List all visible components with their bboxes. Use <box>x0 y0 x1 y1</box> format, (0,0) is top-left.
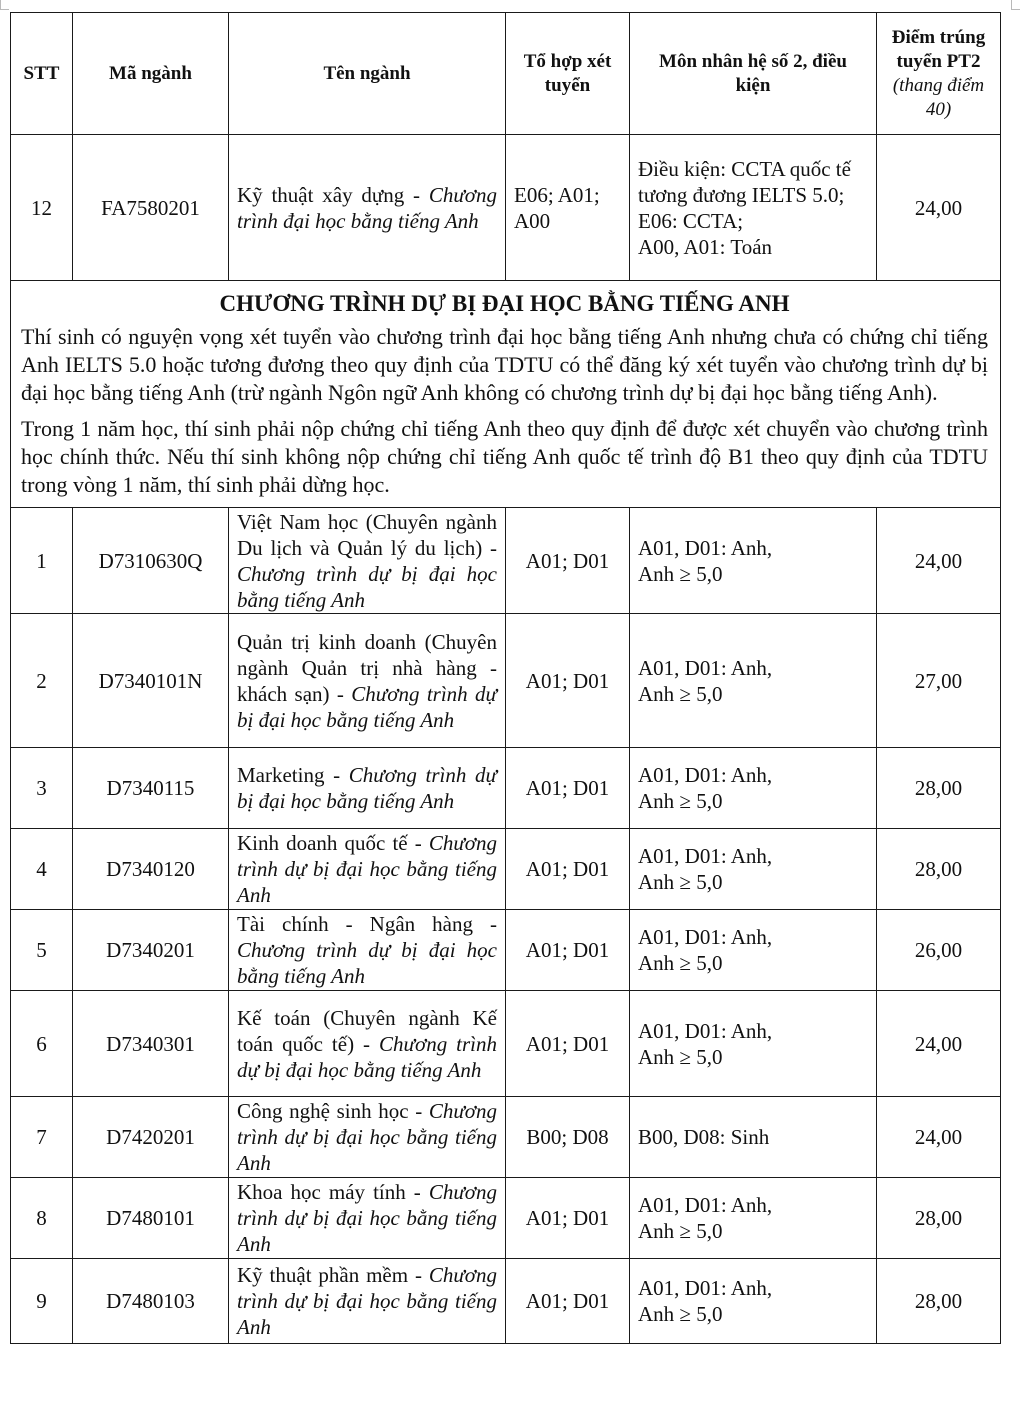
row-condition-line: A01, D01: Anh, <box>638 1276 773 1300</box>
row-name-program: Chương trình dự bị đại học bằng tiếng Anh <box>237 1099 497 1175</box>
row-condition <box>630 508 877 614</box>
row-stt: 7 <box>11 1097 73 1178</box>
row-score: 28,00 <box>877 1259 1001 1344</box>
row-name-program: Chương trình dự bị đại học bằng tiếng Anh <box>237 1180 498 1256</box>
row-name <box>229 1259 506 1344</box>
table-row <box>11 910 1001 991</box>
row-name-text: Kế toán (Chuyên ngành Kế toán quốc tế) - <box>237 1005 497 1056</box>
row-name-program: Chương trình dự bị đại học bằng tiếng Anh <box>237 763 497 813</box>
admission-table <box>10 12 1001 1344</box>
header-combo: Tổ hợp xét tuyển <box>506 13 630 135</box>
row-condition-line: Anh ≥ 5,0 <box>638 870 723 894</box>
row-name-text: Marketing - <box>237 763 341 787</box>
row-condition-line: Anh ≥ 5,0 <box>638 681 723 706</box>
row-name <box>229 614 506 748</box>
row-stt: 3 <box>11 748 73 829</box>
header-score-scale: (thang điểm 40) <box>892 74 985 120</box>
row-combo: A01; D01 <box>506 910 630 991</box>
row-name-text: Việt Nam học (Chuyên ngành Du lịch và Quản lý du lịch) - <box>237 509 497 560</box>
row-name <box>229 991 506 1097</box>
header-stt: STT <box>11 13 73 135</box>
row-name-program: Chương trình dự bị đại học bằng tiếng Anh <box>237 938 497 988</box>
row-condition-line: E06: CCTA; <box>638 208 744 233</box>
row-code: D7420201 <box>73 1097 229 1178</box>
row-score: 27,00 <box>877 614 1001 748</box>
header-code: Mã ngành <box>73 13 229 135</box>
row-name-text: Kinh doanh quốc tế - <box>237 831 422 855</box>
row-combo: B00; D08 <box>506 1097 630 1178</box>
row-stt: 8 <box>11 1178 73 1259</box>
row-condition-line: A01, D01: Anh, <box>638 925 773 949</box>
row-score: 24,00 <box>877 1097 1001 1178</box>
row-code: D7310630Q <box>73 508 229 614</box>
row-condition-line: B00, D08: Sinh <box>638 1125 770 1149</box>
corner-mark-right-h <box>1011 9 1020 10</box>
row-condition-line: A00, A01: Toán <box>638 234 773 259</box>
row-condition-line: Anh ≥ 5,0 <box>638 789 723 813</box>
row-condition-line: A01, D01: Anh, <box>638 655 773 680</box>
row-stt: 2 <box>11 614 73 748</box>
corner-mark-left-h <box>0 9 9 10</box>
row-condition-line: A01, D01: Anh, <box>638 535 773 560</box>
row-condition <box>630 991 877 1097</box>
row-score: 28,00 <box>877 748 1001 829</box>
row-name <box>229 1178 506 1259</box>
table-row <box>11 1259 1001 1344</box>
row-name <box>229 910 506 991</box>
row-condition-line: A01, D01: Anh, <box>638 844 773 868</box>
row-condition-line: A01, D01: Anh, <box>638 763 773 787</box>
row-combo: A01; D01 <box>506 829 630 910</box>
row-name-program: Chương trình dự bị đại học bằng tiếng Anh <box>237 681 498 732</box>
row-code: D7480101 <box>73 1178 229 1259</box>
section-title: CHƯƠNG TRÌNH DỰ BỊ ĐẠI HỌC BẰNG TIẾNG ANH <box>219 291 790 316</box>
row-condition <box>630 910 877 991</box>
row-condition-line: Điều kiện: CCTA quốc tế tương đương IELTS 5.0; <box>638 156 851 207</box>
row-condition <box>630 135 877 281</box>
row-condition <box>630 1097 877 1178</box>
row-code: D7340301 <box>73 991 229 1097</box>
header-score-label: Điểm trúng tuyển PT2 <box>891 26 986 72</box>
section-row <box>11 281 1001 508</box>
row-condition <box>630 614 877 748</box>
row-name-text: Kỹ thuật xây dựng - <box>237 182 421 207</box>
row-score: 28,00 <box>877 829 1001 910</box>
row-condition-line: Anh ≥ 5,0 <box>638 951 723 975</box>
row-name-program: Chương trình dự bị đại học bằng tiếng Anh <box>237 1031 498 1082</box>
row-combo: A01; D01 <box>506 991 630 1097</box>
row-code: D7340115 <box>73 748 229 829</box>
row-name-text: Công nghệ sinh học - <box>237 1099 423 1123</box>
row-name-text: Khoa học máy tính - <box>237 1180 421 1204</box>
row-combo: A01; D01 <box>506 614 630 748</box>
table-row <box>11 991 1001 1097</box>
row-combo: A01; D01 <box>506 508 630 614</box>
row-condition-line: Anh ≥ 5,0 <box>638 561 723 586</box>
row-name <box>229 508 506 614</box>
row-stt: 5 <box>11 910 73 991</box>
header-condition: Môn nhân hệ số 2, điều kiện <box>630 13 877 135</box>
section-paragraph: Trong 1 năm học, thí sinh phải nộp chứng chỉ tiếng Anh theo quy định để được xét chuyển vào chương trình học chính thức. Nếu thí sinh không nộp chứng chỉ tiếng Anh quốc tế trình độ B1 theo quy định của TDTU trong vòng 1 năm, thí sinh phải dừng học. <box>21 416 988 497</box>
section-cell <box>11 281 1001 508</box>
row-name-text: Quản trị kinh doanh (Chuyên ngành Quản trị nhà hàng - khách sạn) - <box>237 629 497 706</box>
row-stt: 12 <box>11 135 73 281</box>
row-name-program: Chương trình dự bị đại học bằng tiếng Anh <box>237 831 497 907</box>
table-row <box>11 829 1001 910</box>
row-name <box>229 829 506 910</box>
row-condition-line: Anh ≥ 5,0 <box>638 1219 723 1243</box>
row-score: 24,00 <box>877 508 1001 614</box>
row-condition-line: Anh ≥ 5,0 <box>638 1302 723 1326</box>
row-combo: A01; D01 <box>506 1178 630 1259</box>
row-condition-line: Anh ≥ 5,0 <box>638 1044 723 1069</box>
row-score: 24,00 <box>877 991 1001 1097</box>
row-condition <box>630 1178 877 1259</box>
row-condition <box>630 1259 877 1344</box>
table-row <box>11 508 1001 614</box>
table-row <box>11 135 1001 281</box>
row-code: D7340101N <box>73 614 229 748</box>
row-name <box>229 135 506 281</box>
row-score: 24,00 <box>877 135 1001 281</box>
row-combo: E06; A01; A00 <box>506 135 630 281</box>
row-score: 28,00 <box>877 1178 1001 1259</box>
table-row <box>11 748 1001 829</box>
row-code: FA7580201 <box>73 135 229 281</box>
row-stt: 4 <box>11 829 73 910</box>
row-name-program: Chương trình đại học bằng tiếng Anh <box>237 182 497 233</box>
row-stt: 1 <box>11 508 73 614</box>
header-row <box>11 13 1001 135</box>
row-condition <box>630 748 877 829</box>
row-combo: A01; D01 <box>506 748 630 829</box>
row-code: D7480103 <box>73 1259 229 1344</box>
row-name-text: Kỹ thuật phần mềm - <box>237 1263 422 1287</box>
row-stt: 6 <box>11 991 73 1097</box>
table-row <box>11 1097 1001 1178</box>
row-score: 26,00 <box>877 910 1001 991</box>
row-code: D7340201 <box>73 910 229 991</box>
row-name-program: Chương trình dự bị đại học bằng tiếng Anh <box>237 1263 497 1339</box>
row-name-program: Chương trình dự bị đại học bằng tiếng Anh <box>237 561 497 612</box>
row-condition <box>630 829 877 910</box>
table-row <box>11 614 1001 748</box>
row-code: D7340120 <box>73 829 229 910</box>
table-row <box>11 1178 1001 1259</box>
row-condition-line: A01, D01: Anh, <box>638 1018 773 1043</box>
row-name-text: Tài chính - Ngân hàng - <box>237 912 497 936</box>
header-name: Tên ngành <box>229 13 506 135</box>
row-name <box>229 1097 506 1178</box>
row-stt: 9 <box>11 1259 73 1344</box>
row-condition-line: A01, D01: Anh, <box>638 1193 773 1217</box>
section-paragraph: Thí sinh có nguyện vọng xét tuyển vào chương trình đại học bằng tiếng Anh nhưng chưa có chứng chỉ tiếng Anh IELTS 5.0 hoặc tương đương theo quy định của TDTU có thể đăng ký xét tuyển vào chương trình dự bị đại học bằng tiếng Anh (trừ ngành Ngôn ngữ Anh không có chương trình dự bị đại học bằng tiếng Anh). <box>21 324 988 405</box>
row-combo: A01; D01 <box>506 1259 630 1344</box>
header-score <box>877 13 1001 135</box>
row-name <box>229 748 506 829</box>
